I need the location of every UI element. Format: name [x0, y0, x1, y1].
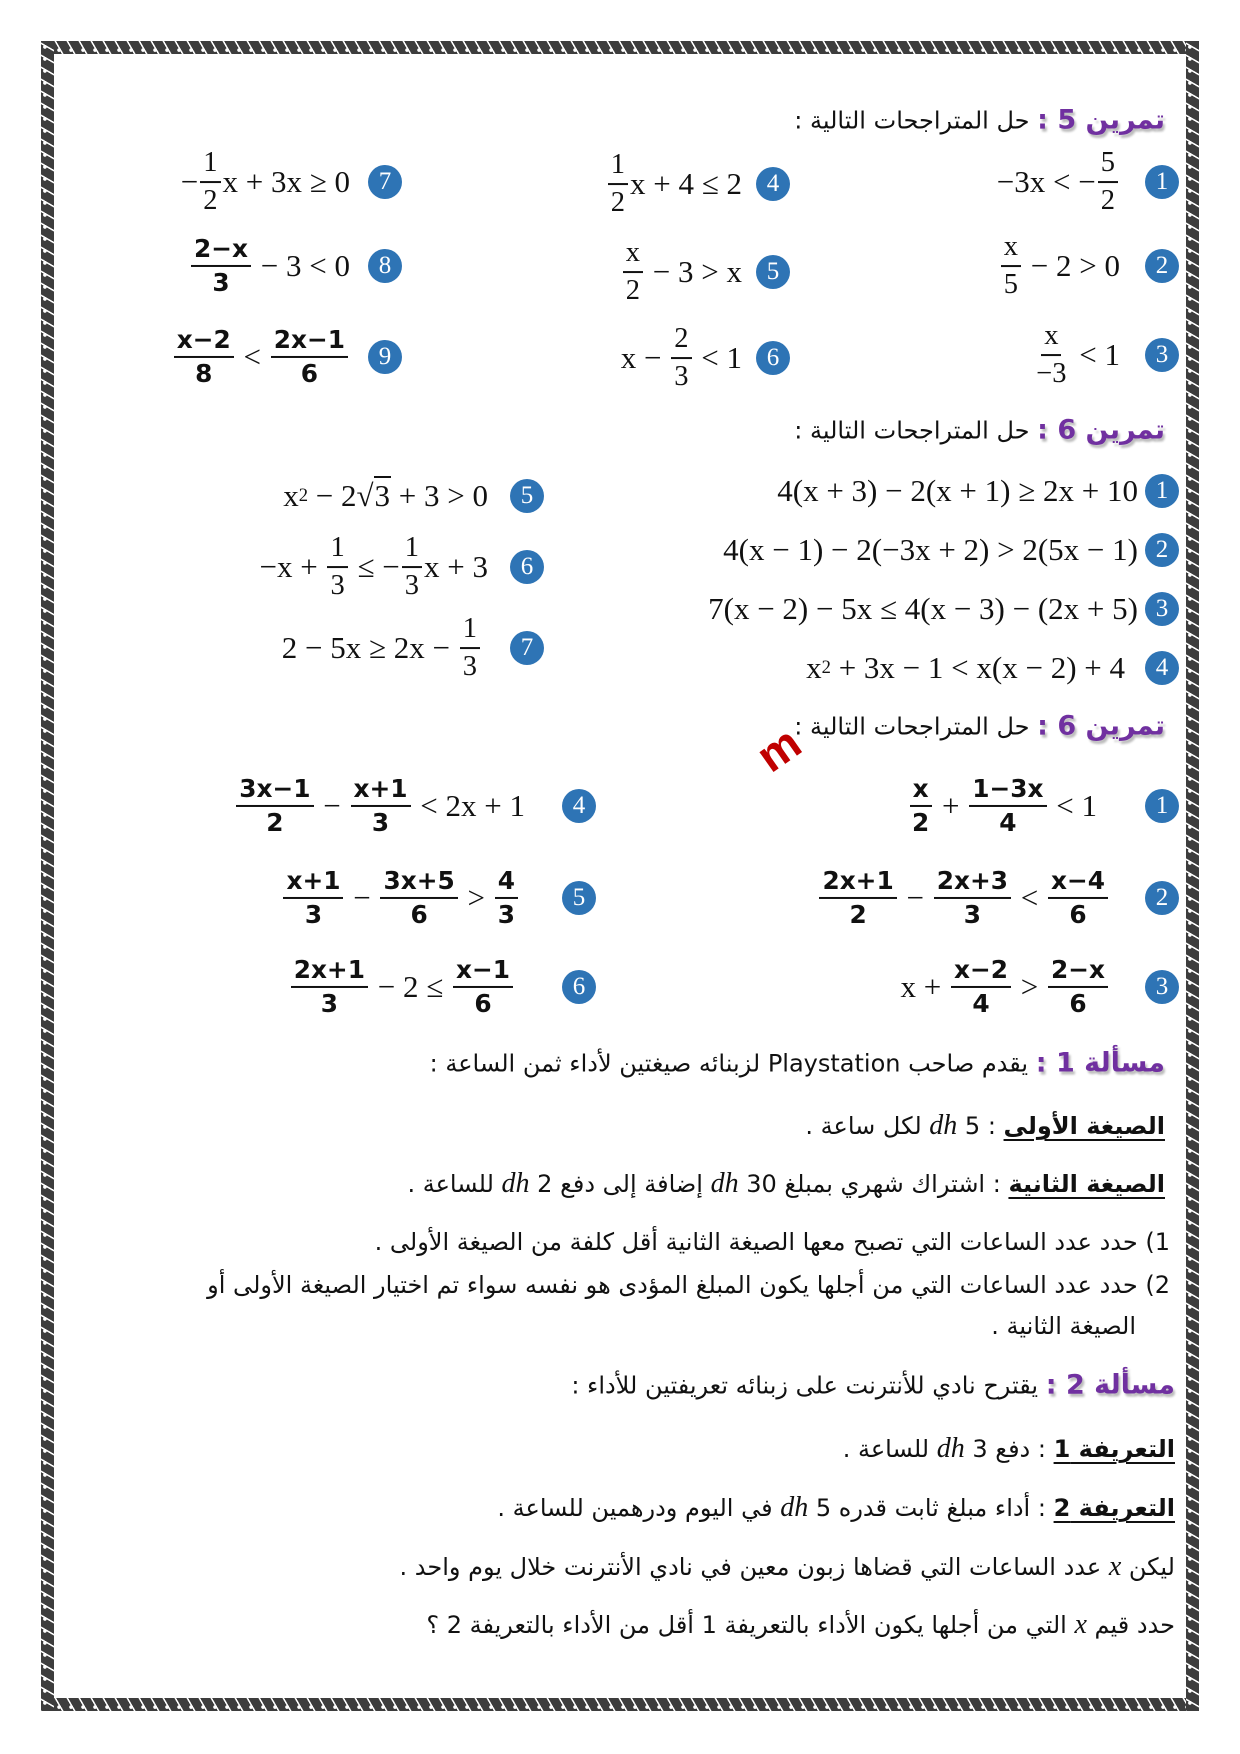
inequality [282, 614, 482, 682]
math-text: − [345, 880, 379, 915]
item-number-badge: 5 [562, 881, 596, 915]
unit: dh [780, 1492, 809, 1523]
question-2-continued: الصيغة الثانية . [991, 1312, 1136, 1340]
math-text: x [806, 650, 822, 685]
text: للساعة . [407, 1170, 502, 1198]
unit: dh [501, 1168, 530, 1199]
unit: dh [929, 1110, 958, 1141]
text: في اليوم ودرهمين للساعة . [497, 1494, 781, 1522]
numerator: 2−x [1048, 957, 1108, 988]
item-number-badge: 5 [510, 479, 544, 513]
math-text: − 2 ≤ [369, 969, 451, 1004]
numerator: 1 [460, 614, 480, 649]
inequality [283, 478, 488, 514]
fraction [271, 324, 348, 388]
inequality [621, 324, 742, 392]
numerator: 1 [402, 533, 422, 568]
item-number-badge: 2 [1145, 881, 1179, 915]
numerator: 3x−1 [236, 776, 313, 807]
fraction [291, 954, 368, 1018]
formula-2-line [407, 1168, 1165, 1200]
inequality [907, 773, 1097, 837]
fraction [909, 773, 932, 837]
problem-2-heading [571, 1370, 1175, 1401]
item-number-badge: 4 [1145, 651, 1179, 685]
fraction [1098, 148, 1118, 216]
exercise-6b-heading [794, 711, 1165, 742]
tariff-1-line [843, 1433, 1175, 1465]
denominator: 2 [625, 275, 641, 306]
math-text: − 2 > 0 [1023, 248, 1120, 283]
math-text: − [898, 880, 932, 915]
math-text: − [315, 788, 349, 823]
question-2: 2) حدد عدد الساعات التي من أجلها يكون المبلغ المؤدى هو نفسه سواء تم اختيار الصيغة الأولى أو [207, 1271, 1170, 1299]
inequality [817, 865, 1110, 929]
variable: x [1108, 1551, 1122, 1582]
math-text: + [934, 788, 968, 823]
item-number-badge: 2 [1145, 533, 1179, 567]
page-border-left [41, 41, 54, 1711]
inequality [189, 233, 350, 297]
numerator: 2x+1 [819, 868, 896, 899]
math-text: x + 3x ≥ 0 [222, 164, 350, 199]
numerator: 4 [495, 868, 518, 899]
item-number-badge: 2 [1145, 249, 1179, 283]
numerator: 1−3x [969, 776, 1046, 807]
tariff-1-label: التعريفة 1 [1053, 1435, 1175, 1463]
unit: dh [936, 1433, 965, 1464]
numerator: 2x−1 [271, 327, 348, 358]
math-text: − 2 [308, 478, 357, 513]
fraction [951, 954, 1011, 1018]
denominator: 6 [1069, 989, 1087, 1018]
denominator: 6 [410, 900, 428, 929]
inequality [777, 473, 1138, 509]
fraction [671, 324, 691, 392]
denominator: 2 [911, 808, 930, 837]
fraction [819, 865, 896, 929]
fraction [283, 865, 343, 929]
numerator: 2−x [191, 236, 251, 267]
item-number-badge: 8 [368, 249, 402, 283]
fraction [608, 150, 628, 218]
numerator: 5 [1098, 148, 1118, 183]
denominator: 3 [304, 900, 323, 929]
item-number-badge: 3 [1145, 338, 1179, 372]
inequality [708, 591, 1138, 627]
item-number-badge: 6 [756, 341, 790, 375]
denominator: 3 [371, 808, 390, 837]
math-text: x [283, 478, 299, 513]
unit: dh [710, 1168, 739, 1199]
inequality [606, 150, 742, 218]
radical-sign-icon: √ [356, 478, 374, 513]
numerator: x [623, 238, 643, 273]
numerator: x+1 [351, 776, 411, 807]
fraction [1048, 954, 1108, 1018]
item-number-badge: 7 [368, 165, 402, 199]
text: : اشتراك شهري بمبلغ 30 [738, 1170, 1009, 1198]
denominator: 2 [1100, 185, 1115, 216]
fraction [327, 533, 347, 601]
denominator: 3 [212, 268, 230, 297]
square-root [357, 478, 392, 514]
inequality [999, 232, 1120, 300]
text: لكل ساعة . [805, 1112, 930, 1140]
item-number-badge: 6 [562, 970, 596, 1004]
math-text: − [180, 164, 199, 199]
denominator: 6 [300, 359, 318, 388]
numerator: 2x+3 [934, 868, 1011, 899]
denominator: −3 [1036, 358, 1067, 389]
math-text: < [1012, 880, 1046, 915]
question-line [426, 1609, 1175, 1641]
numerator: 2 [671, 324, 691, 359]
exercise-5-heading [794, 105, 1165, 136]
text: : 5 [957, 1112, 1004, 1140]
fraction [351, 773, 411, 837]
numerator: x+1 [283, 868, 343, 899]
denominator: 3 [320, 989, 338, 1018]
denominator: 3 [674, 361, 689, 392]
item-number-badge: 6 [510, 550, 544, 584]
inequality [281, 865, 520, 929]
fraction [453, 954, 513, 1018]
math-text: x − [620, 340, 670, 375]
math-text: −x + [259, 549, 326, 584]
page-border-top [41, 41, 1199, 54]
inequality [234, 773, 525, 837]
math-text: x + [900, 969, 949, 1004]
inequality [289, 954, 515, 1018]
fraction [623, 238, 643, 306]
math-text: + 3 > 0 [391, 478, 488, 513]
inequality [1031, 321, 1120, 389]
math-text: 7(x − 2) − 5x ≤ 4(x − 3) − (2x + 5) [708, 591, 1138, 626]
problem-1-heading [430, 1048, 1165, 1079]
problem-title: مسألة 2 : [1045, 1369, 1175, 1401]
math-text: 4(x − 1) − 2(−3x + 2) > 2(5x − 1) [723, 532, 1138, 567]
inequality [181, 148, 350, 216]
numerator: x−4 [1048, 868, 1108, 899]
math-text: 2 − 5x ≥ 2x − [281, 630, 458, 665]
definition-line [400, 1551, 1175, 1583]
tariff-2-label: التعريفة 2 [1053, 1494, 1175, 1522]
item-number-badge: 4 [562, 789, 596, 823]
math-text: > [1012, 969, 1046, 1004]
item-number-badge: 3 [1145, 592, 1179, 626]
numerator: x−1 [453, 957, 513, 988]
fraction [1033, 321, 1069, 389]
denominator: 2 [203, 185, 218, 216]
question-1: 1) حدد عدد الساعات التي تصبح معها الصيغة الثانية أقل كلفة من الصيغة الأولى . [374, 1228, 1170, 1256]
denominator: 3 [404, 570, 420, 601]
denominator: 3 [963, 900, 981, 929]
numerator: x−2 [951, 957, 1011, 988]
math-text: < 1 [1048, 788, 1097, 823]
item-number-badge: 1 [1145, 789, 1179, 823]
fraction [200, 148, 220, 216]
numerator: x−2 [174, 327, 234, 358]
text: عدد الساعات التي قضاها زبون معين في نادي الأنترنت خلال يوم واحد . [399, 1553, 1109, 1581]
page-border-right [1186, 41, 1199, 1711]
fraction [969, 773, 1046, 837]
fraction [1001, 232, 1021, 300]
item-number-badge: 4 [756, 167, 790, 201]
denominator: 3 [497, 900, 515, 929]
math-text: > [459, 880, 493, 915]
math-text: + 3x − 1 < x(x − 2) + 4 [830, 650, 1125, 685]
numerator: 1 [608, 150, 628, 185]
denominator: 4 [972, 989, 990, 1018]
math-text: < [235, 339, 269, 374]
item-number-badge: 7 [510, 631, 544, 665]
denominator: 4 [999, 808, 1017, 837]
fraction [174, 324, 234, 388]
formula-2-label: الصيغة الثانية [1008, 1170, 1165, 1198]
math-text: < 2x + 1 [412, 788, 525, 823]
numerator: 1 [327, 533, 347, 568]
exponent: 2 [298, 485, 309, 506]
watermark-logo: m [746, 715, 811, 783]
fraction [934, 865, 1011, 929]
item-number-badge: 1 [1145, 165, 1179, 199]
denominator: 3 [462, 651, 477, 682]
exponent: 2 [821, 657, 831, 678]
fraction [380, 865, 457, 929]
text: : دفع 3 [964, 1435, 1054, 1463]
fraction [1048, 865, 1108, 929]
exercise-instruction: حل المتراجحات التالية : [794, 712, 1030, 741]
text: حدد قيم [1086, 1611, 1175, 1639]
inequality [997, 148, 1120, 216]
denominator: 2 [266, 808, 284, 837]
math-text: 4(x + 3) − 2(x + 1) ≥ 2x + 10 [777, 473, 1138, 508]
math-text: x + 3 [424, 549, 488, 584]
text: إضافة إلى دفع 2 [529, 1170, 711, 1198]
problem-intro: يقدم صاحب Playstation لزبنائه صيغتين لأداء ثمن الساعة : [429, 1049, 1029, 1078]
fraction [402, 533, 422, 601]
denominator: 6 [1069, 900, 1087, 929]
denominator: 2 [610, 187, 625, 218]
formula-1-line [805, 1110, 1165, 1142]
item-number-badge: 1 [1145, 474, 1179, 508]
inequality [260, 533, 488, 601]
denominator: 3 [330, 570, 345, 601]
tariff-2-line [497, 1492, 1175, 1524]
text: : أداء مبلغ ثابت قدره 5 [808, 1494, 1054, 1522]
text: ليكن [1121, 1553, 1175, 1581]
radicand: 3 [374, 478, 391, 513]
numerator: x [910, 776, 932, 807]
exercise-instruction: حل المتراجحات التالية : [794, 106, 1030, 135]
numerator: x [1001, 232, 1021, 267]
text: التي من أجلها يكون الأداء بالتعريفة 1 أقل من الأداء بالتعريفة 2 ؟ [426, 1611, 1075, 1639]
problem-title: مسألة 1 : [1035, 1047, 1165, 1079]
item-number-badge: 3 [1145, 970, 1179, 1004]
math-text: < 1 [1071, 337, 1120, 372]
inequality [172, 324, 350, 388]
exercise-title: تمرين 6 : [1037, 710, 1165, 742]
problem-intro: يقترح نادي للأنترنت على زبنائه تعريفتين للأداء : [571, 1371, 1039, 1400]
inequality [723, 532, 1138, 568]
math-text: − 3 < 0 [253, 248, 350, 283]
item-number-badge: 5 [756, 255, 790, 289]
denominator: 6 [474, 989, 492, 1018]
exercise-title: تمرين 5 : [1037, 104, 1165, 136]
math-text: −3x < − [996, 164, 1096, 199]
page-border-bottom [41, 1698, 1199, 1711]
exercise-instruction: حل المتراجحات التالية : [794, 416, 1030, 445]
numerator: 3x+5 [380, 868, 457, 899]
denominator: 5 [1003, 269, 1019, 300]
inequality [900, 954, 1110, 1018]
denominator: 2 [849, 900, 867, 929]
inequality [621, 238, 742, 306]
exercise-6-heading [794, 415, 1165, 446]
numerator: 1 [200, 148, 220, 183]
math-text: x + 4 ≤ 2 [630, 166, 742, 201]
math-text: < 1 [693, 340, 742, 375]
denominator: 8 [195, 359, 213, 388]
variable: x [1074, 1609, 1087, 1640]
formula-1-label: الصيغة الأولى [1003, 1112, 1165, 1140]
math-text: − 3 > x [645, 254, 742, 289]
item-number-badge: 9 [368, 340, 402, 374]
fraction [236, 773, 313, 837]
fraction [460, 614, 480, 682]
numerator: x [1041, 321, 1061, 356]
fraction [495, 865, 518, 929]
fraction [191, 233, 251, 297]
exercise-title: تمرين 6 : [1037, 414, 1165, 446]
inequality [806, 650, 1125, 686]
math-text: ≤ − [349, 549, 400, 584]
text: للساعة . [842, 1435, 937, 1463]
numerator: 2x+1 [291, 957, 368, 988]
